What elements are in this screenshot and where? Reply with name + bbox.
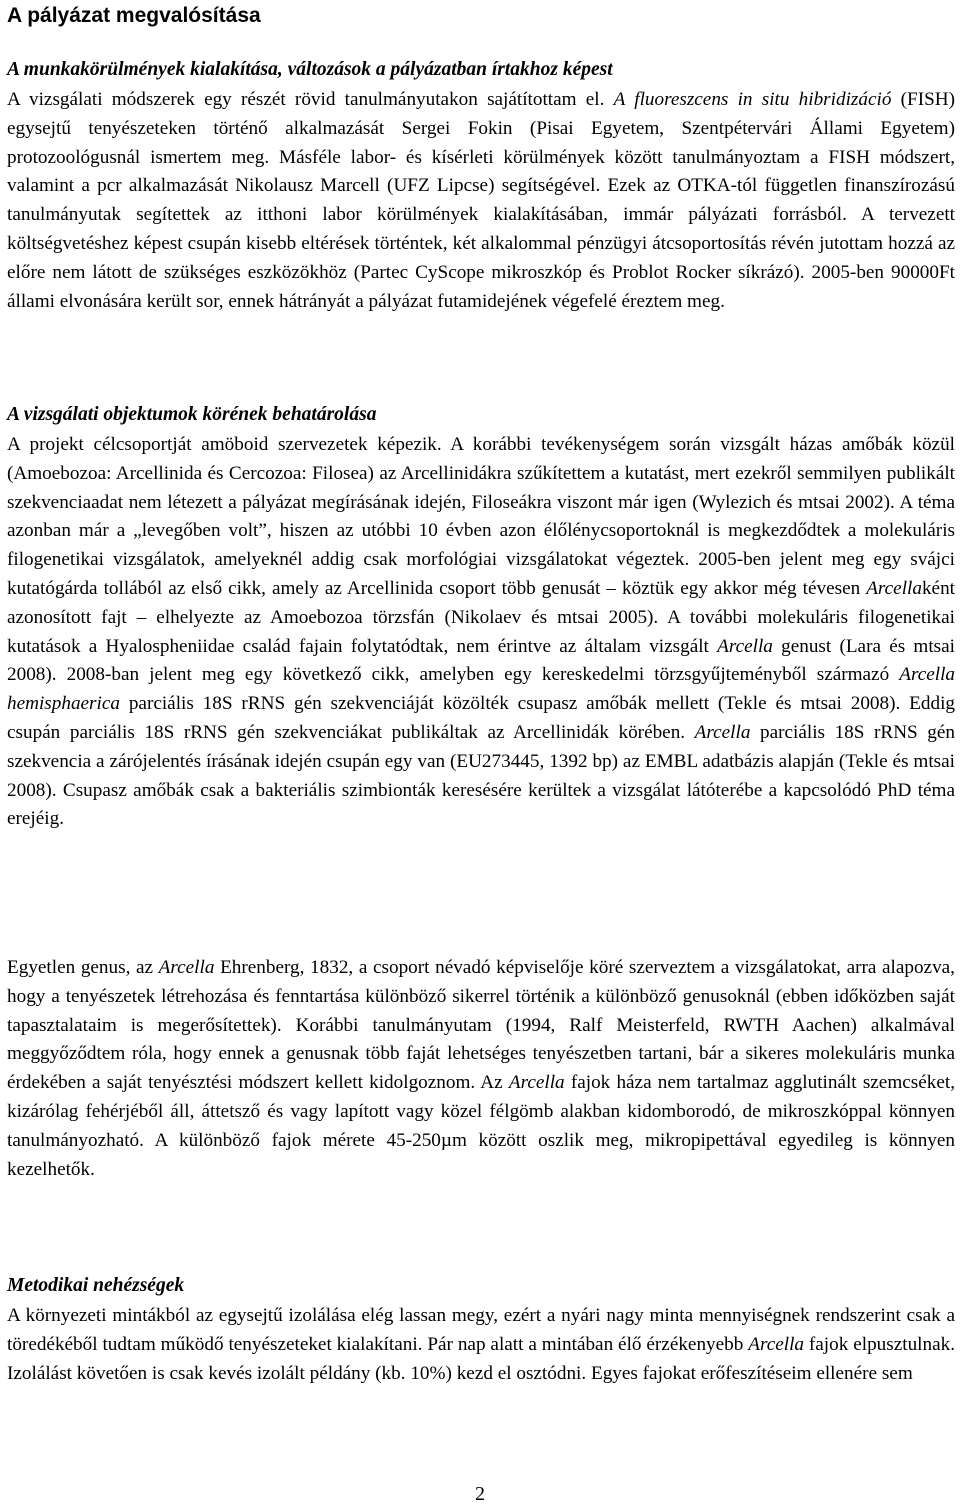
section-title-work-conditions: A munkakörülmények kialakítása, változások a pályázatban írtakhoz képest <box>7 59 613 80</box>
italic-term: Arcella <box>748 1333 804 1355</box>
paragraph-work-conditions: A vizsgálati módszerek egy részét rövid tanulmányutakon sajátítottam el. A fluoreszcens in situ hibridizáció (FISH) egysejtű tenyészeteken történő alkalmazását Sergei Fokin (Pisai Egyetem, Szentpétervári Állami Egyetem) protozoológusnál ismertem meg. Másféle labor- és kísérleti körülmények között tanulmányoztam a FISH módszert, valamint a pcr alkalmazását Nikolausz Marcell (UFZ Lipcse) segítségével. Ezek az OTKA-tól független finanszírozású tanulmányutak segítettek az itthoni labor körülmények kialakításában, immár pályázati forrásból. A tervezett költségvetéshez képest csupán kisebb eltérések történtek, két alkalommal pénzügyi átcsoportosítás révén jutottam hozzá az előre nem látott de szükséges eszközökhöz (Partec CyScope mikroszkóp és Problot Rocker síkrázó). 2005-ben 90000Ft állami elvonására került sor, ennek hátrányát a pályázat futamidejének végefelé éreztem meg. <box>7 89 955 312</box>
paragraph-methodological-difficulties: A környezeti mintákból az egysejtű izolálása elég lassan megy, ezért a nyári nagy minta mennyiségnek rendszerint csak a töredékéből tudtam működő tenyészeteket kialakítani. Pár nap alatt a mintában élő érzékenyebb Arcella fajok elpusztulnak. Izolálást követően is csak kevés izolált példány (kb. 10%) kezd el osztódni. Egyes fajokat erőfeszítéseim ellenére sem <box>7 1305 955 1384</box>
italic-term: Arcella <box>717 635 773 657</box>
section-title-research-objects: A vizsgálati objektumok körének behatárolása <box>7 404 377 425</box>
italic-term: Arcella <box>866 577 922 599</box>
italic-term: Arcella <box>158 957 215 978</box>
italic-term: A fluoreszcens in situ hibridizáció <box>613 89 892 110</box>
paragraph-research-objects-2: Egyetlen genus, az Arcella Ehrenberg, 1832, a csoport névadó képviselője köré szerveztem a vizsgálatokat, arra alapozva, hogy a tenyészetek létrehozása és fenntartása különböző sikerrel történik a különböző genusoknál (ebben időközben saját tapasztalataim is megerősítettek). Korábbi tanulmányutam (1994, Ralf Meisterfeld, RWTH Aachen) alkalmával meggyőződtem róla, hogy ennek a genusnak több faját lehetséges tenyészetben tartani, bár a sikeres molekuláris munka érdekében a saját tenyésztési módszert kellett kidolgoznom. Az Arcella fajok háza nem tartalmaz agglutinált szemcséket, kizárólag fehérjéből áll, áttetsző és vagy lapított vagy közel félgömb alakban kidomborodó, de mikroszkóppal könnyen tanulmányozható. A különböző fajok mérete 45-250µm között oszlik meg, mikropipettával egyedileg is könnyen kezelhetők. <box>7 957 955 1180</box>
document-title: A pályázat megvalósítása <box>7 4 261 27</box>
italic-term: Arcella <box>508 1072 565 1094</box>
page-number: 2 <box>475 1483 485 1505</box>
italic-term: Arcella <box>694 721 751 743</box>
section-title-methodological-difficulties: Metodikai nehézségek <box>7 1275 185 1296</box>
italic-term: Arcella hemisphaerica <box>7 664 955 715</box>
paragraph-research-objects-1: A projekt célcsoportját amöboid szervezetek képezik. A korábbi tevékenységem során vizsgált házas amőbák közül (Amoebozoa: Arcellinida és Cercozoa: Filosea) az Arcellinidákra szűkítettem a kutatást, mert ezekről semmilyen publikált szekvenciaadat nem létezett a pályázat megírásának idején, Filoseákra viszont már igen (Wylezich és mtsai 2002). A téma azonban már a „levegőben volt”, hiszen az utóbbi 10 évben azon élőlénycsoportoknál is megkezdődtek a molekuláris filogenetikai vizsgálatok, amelyeknél addig csak morfológiai vizsgálatokat végeztek. 2005-ben jelent meg egy svájci kutatógárda tollából az első cikk, amely az Arcellinida csoport több genusát – köztük egy akkor még tévesen Arcellaként azonosított fajt – elhelyezte az Amoebozoa törzsfán (Nikolaev és mtsai 2005). A további molekuláris filogenetikai kutatások a Hyalospheniidae család fajain folytatódtak, nem érintve az általam vizsgált Arcella genust (Lara és mtsai 2008). 2008-ban jelent meg egy következő cikk, amelyben egy kereskedelmi törzsgyűjteményből származó Arcella hemisphaerica parciális 18S rRNS gén szekvenciáját közölték csupasz amőbák mellett (Tekle és mtsai 2008). Eddig csupán parciális 18S rRNS gén szekvenciákat publikáltak az Arcellinidák körében. Arcella parciális 18S rRNS gén szekvencia a zárójelentés írásának idején csupán egy van (EU273445, 1392 bp) az EMBL adatbázis alapján (Tekle és mtsai 2008). Csupasz amőbák csak a bakteriális szimbionták keresésére kerültek a vizsgálat látóterébe a kapcsolódó PhD téma erejéig. <box>7 434 955 830</box>
